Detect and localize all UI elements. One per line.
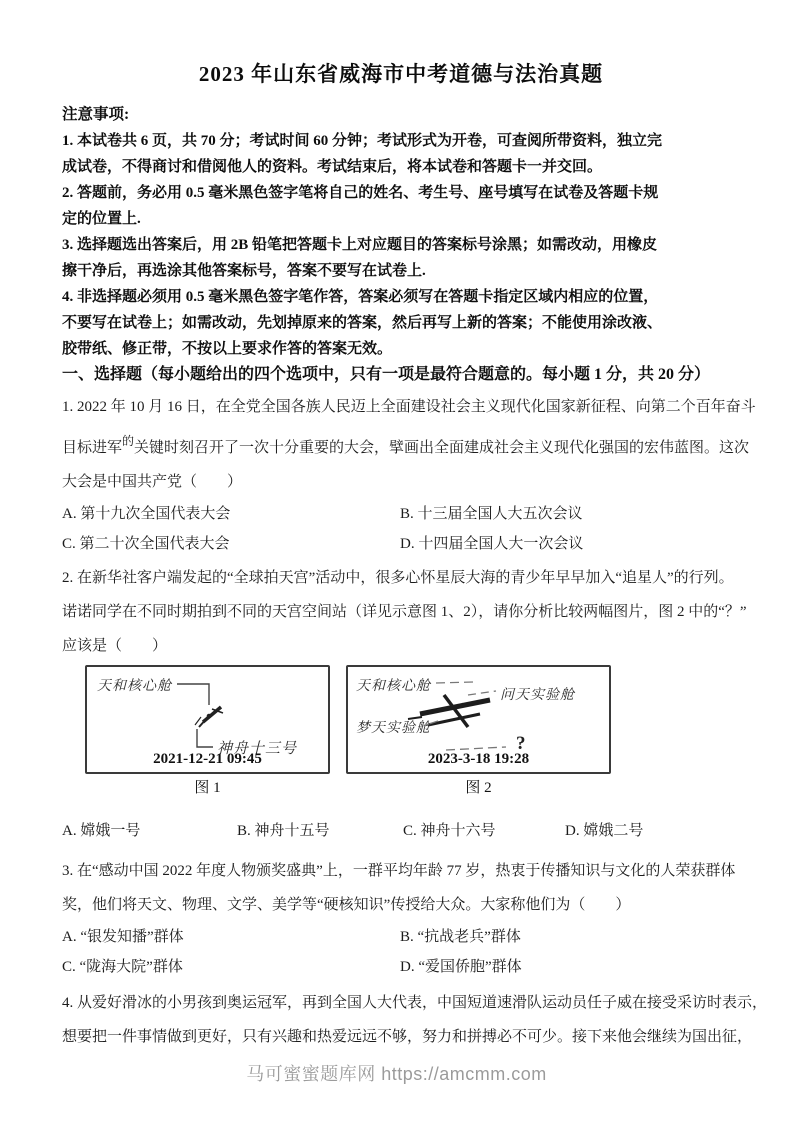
notice-item-4-line-1: 4. 非选择题必须用 0.5 毫米黑色签字笔作答，答案必须写在答题卡指定区域内相应的位置， xyxy=(62,289,659,305)
question-1-option-b: B. 十三届全国人大五次会议 xyxy=(400,506,583,522)
question-1-option-c: C. 第二十次全国代表大会 xyxy=(62,536,230,552)
question-1-option-a: A. 第十九次全国代表大会 xyxy=(62,506,231,522)
question-2-option-b: B. 神舟十五号 xyxy=(237,823,330,839)
question-3-option-b: B. “抗战老兵”群体 xyxy=(400,929,521,945)
notice-item-1-line-2: 成试卷，不得商讨和借阅他人的资料。考试结束后，将本试卷和答题卡一并交回。 xyxy=(62,159,603,175)
figure-2-box xyxy=(346,665,611,774)
question-3-option-c: C. “陇海大院”群体 xyxy=(62,959,183,975)
figure-2 xyxy=(346,665,611,800)
question-1-line-2 xyxy=(62,424,750,465)
notice-section xyxy=(62,102,740,362)
figure-2-caption: 图 2 xyxy=(465,780,492,796)
question-2-option-c: C. 神舟十六号 xyxy=(403,823,496,839)
question-2-line-3: 应该是（ ） xyxy=(62,638,168,654)
notice-item-2-line-2: 定的位置上. xyxy=(62,211,141,227)
question-2-line-1: 2. 在新华社客户端发起的“全球拍天宫”活动中，很多心怀星辰大海的青少年早早加入“追星人”的行列。 xyxy=(62,570,734,586)
notice-item-1-line-1: 1. 本试卷共 6 页，共 70 分；考试时间 60 分钟；考试形式为开卷，可查阅所带资料，独立完 xyxy=(62,133,663,149)
notice-item-3-line-2: 擦干净后，再选涂其他答案标号，答案不要写在试卷上. xyxy=(62,263,426,279)
question-1-line-2-post: 关键时刻召开了一次十分重要的大会，擘画出全面建成社会主义现代化强国的宏伟蓝图。这次 xyxy=(134,440,750,456)
question-2-options xyxy=(62,816,740,846)
question-3-option-a: A. “银发知播”群体 xyxy=(62,929,184,945)
notice-heading: 注意事项: xyxy=(62,106,130,123)
space-station-sketch xyxy=(195,707,223,727)
figure-1-label-tianhe-core: 天和核心舱 xyxy=(97,679,172,694)
notice-item-2-line-1: 2. 答题前，务必用 0.5 毫米黑色签字笔将自己的姓名、考生号、座号填写在试卷及答题卡规 xyxy=(62,185,659,201)
question-3-options xyxy=(62,922,740,982)
question-1-line-3: 大会是中国共产党（ ） xyxy=(62,474,243,490)
question-4-line-1: 4. 从爱好滑冰的小男孩到奥运冠军，再到全国人大代表，中国短道速滑队运动员任子威在接受采访时表示， xyxy=(62,995,768,1011)
question-1-line-1: 1. 2022 年 10 月 16 日，在全党全国各族人民迈上全面建设社会主义现代化国家新征程、向第二个百年奋斗 xyxy=(62,399,756,415)
figure-1-caption: 图 1 xyxy=(194,780,221,796)
question-2-option-d: D. 嫦娥二号 xyxy=(565,823,644,839)
question-2 xyxy=(62,561,747,846)
question-1 xyxy=(62,390,756,559)
question-2-option-a: A. 嫦娥一号 xyxy=(62,823,141,839)
question-1-line-2-superscript: 的 xyxy=(122,434,135,448)
figure-2-question-mark: ? xyxy=(516,733,526,754)
figure-1 xyxy=(85,665,330,800)
figure-1-timestamp: 2021-12-21 09:45 xyxy=(153,751,262,767)
question-2-line-2: 诺诺同学在不同时期拍到不同的天宫空间站（详见示意图 1、2），请你分析比较两幅图片，图 2 中的“？” xyxy=(62,604,747,620)
question-3-line-2: 奖，他们将天文、物理、文学、美学等“硬核知识”传授给大众。大家称他们为（ ） xyxy=(62,897,631,913)
question-1-options xyxy=(62,499,740,559)
question-3-option-d: D. “爱国侨胞”群体 xyxy=(400,959,522,975)
page-title: 2023 年山东省威海市中考道德与法治真题 xyxy=(198,62,604,86)
figure-2-label-tianhe-core: 天和核心舱 xyxy=(356,679,431,694)
notice-item-4-line-2: 不要写在试卷上；如需改动，先划掉原来的答案，然后再写上新的答案；不能使用涂改液、 xyxy=(62,315,663,331)
figure-2-label-wentian: 问天实验舱 xyxy=(500,688,575,703)
question-2-figures xyxy=(85,665,740,800)
question-3 xyxy=(62,854,740,982)
figure-2-label-mengtian: 梦天实验舱 xyxy=(356,721,431,736)
question-4 xyxy=(62,986,768,1054)
figure-1-box xyxy=(85,665,330,774)
figure-1-label-shenzhou13: 神舟十三号 xyxy=(217,741,298,757)
watermark: 马可蜜蜜题库网 https://amcmm.com xyxy=(246,1064,547,1084)
notice-item-4-line-3: 胶带纸、修正带，不按以上要求作答的答案无效。 xyxy=(62,341,393,357)
notice-item-3-line-1: 3. 选择题选出答案后，用 2B 铅笔把答题卡上对应题目的答案标号涂黑；如需改动，用橡皮 xyxy=(62,237,658,253)
section-heading-choice: 一、选择题（每小题给出的四个选项中，只有一项是最符合题意的。每小题 1 分，共 20 分） xyxy=(62,366,711,383)
question-4-line-2: 想要把一件事情做到更好，只有兴趣和热爱远远不够，努力和拼搏必不可少。接下来他会继续为国出征， xyxy=(62,1029,753,1045)
figure-2-timestamp: 2023-3-18 19:28 xyxy=(427,751,530,767)
question-1-line-2-pre: 目标进军 xyxy=(62,440,123,456)
question-3-line-1: 3. 在“感动中国 2022 年度人物颁奖盛典”上，一群平均年龄 77 岁，热衷于传播知识与文化的人荣获群体 xyxy=(62,863,736,879)
question-1-option-d: D. 十四届全国人大一次会议 xyxy=(400,536,584,552)
page-content xyxy=(62,0,768,1054)
